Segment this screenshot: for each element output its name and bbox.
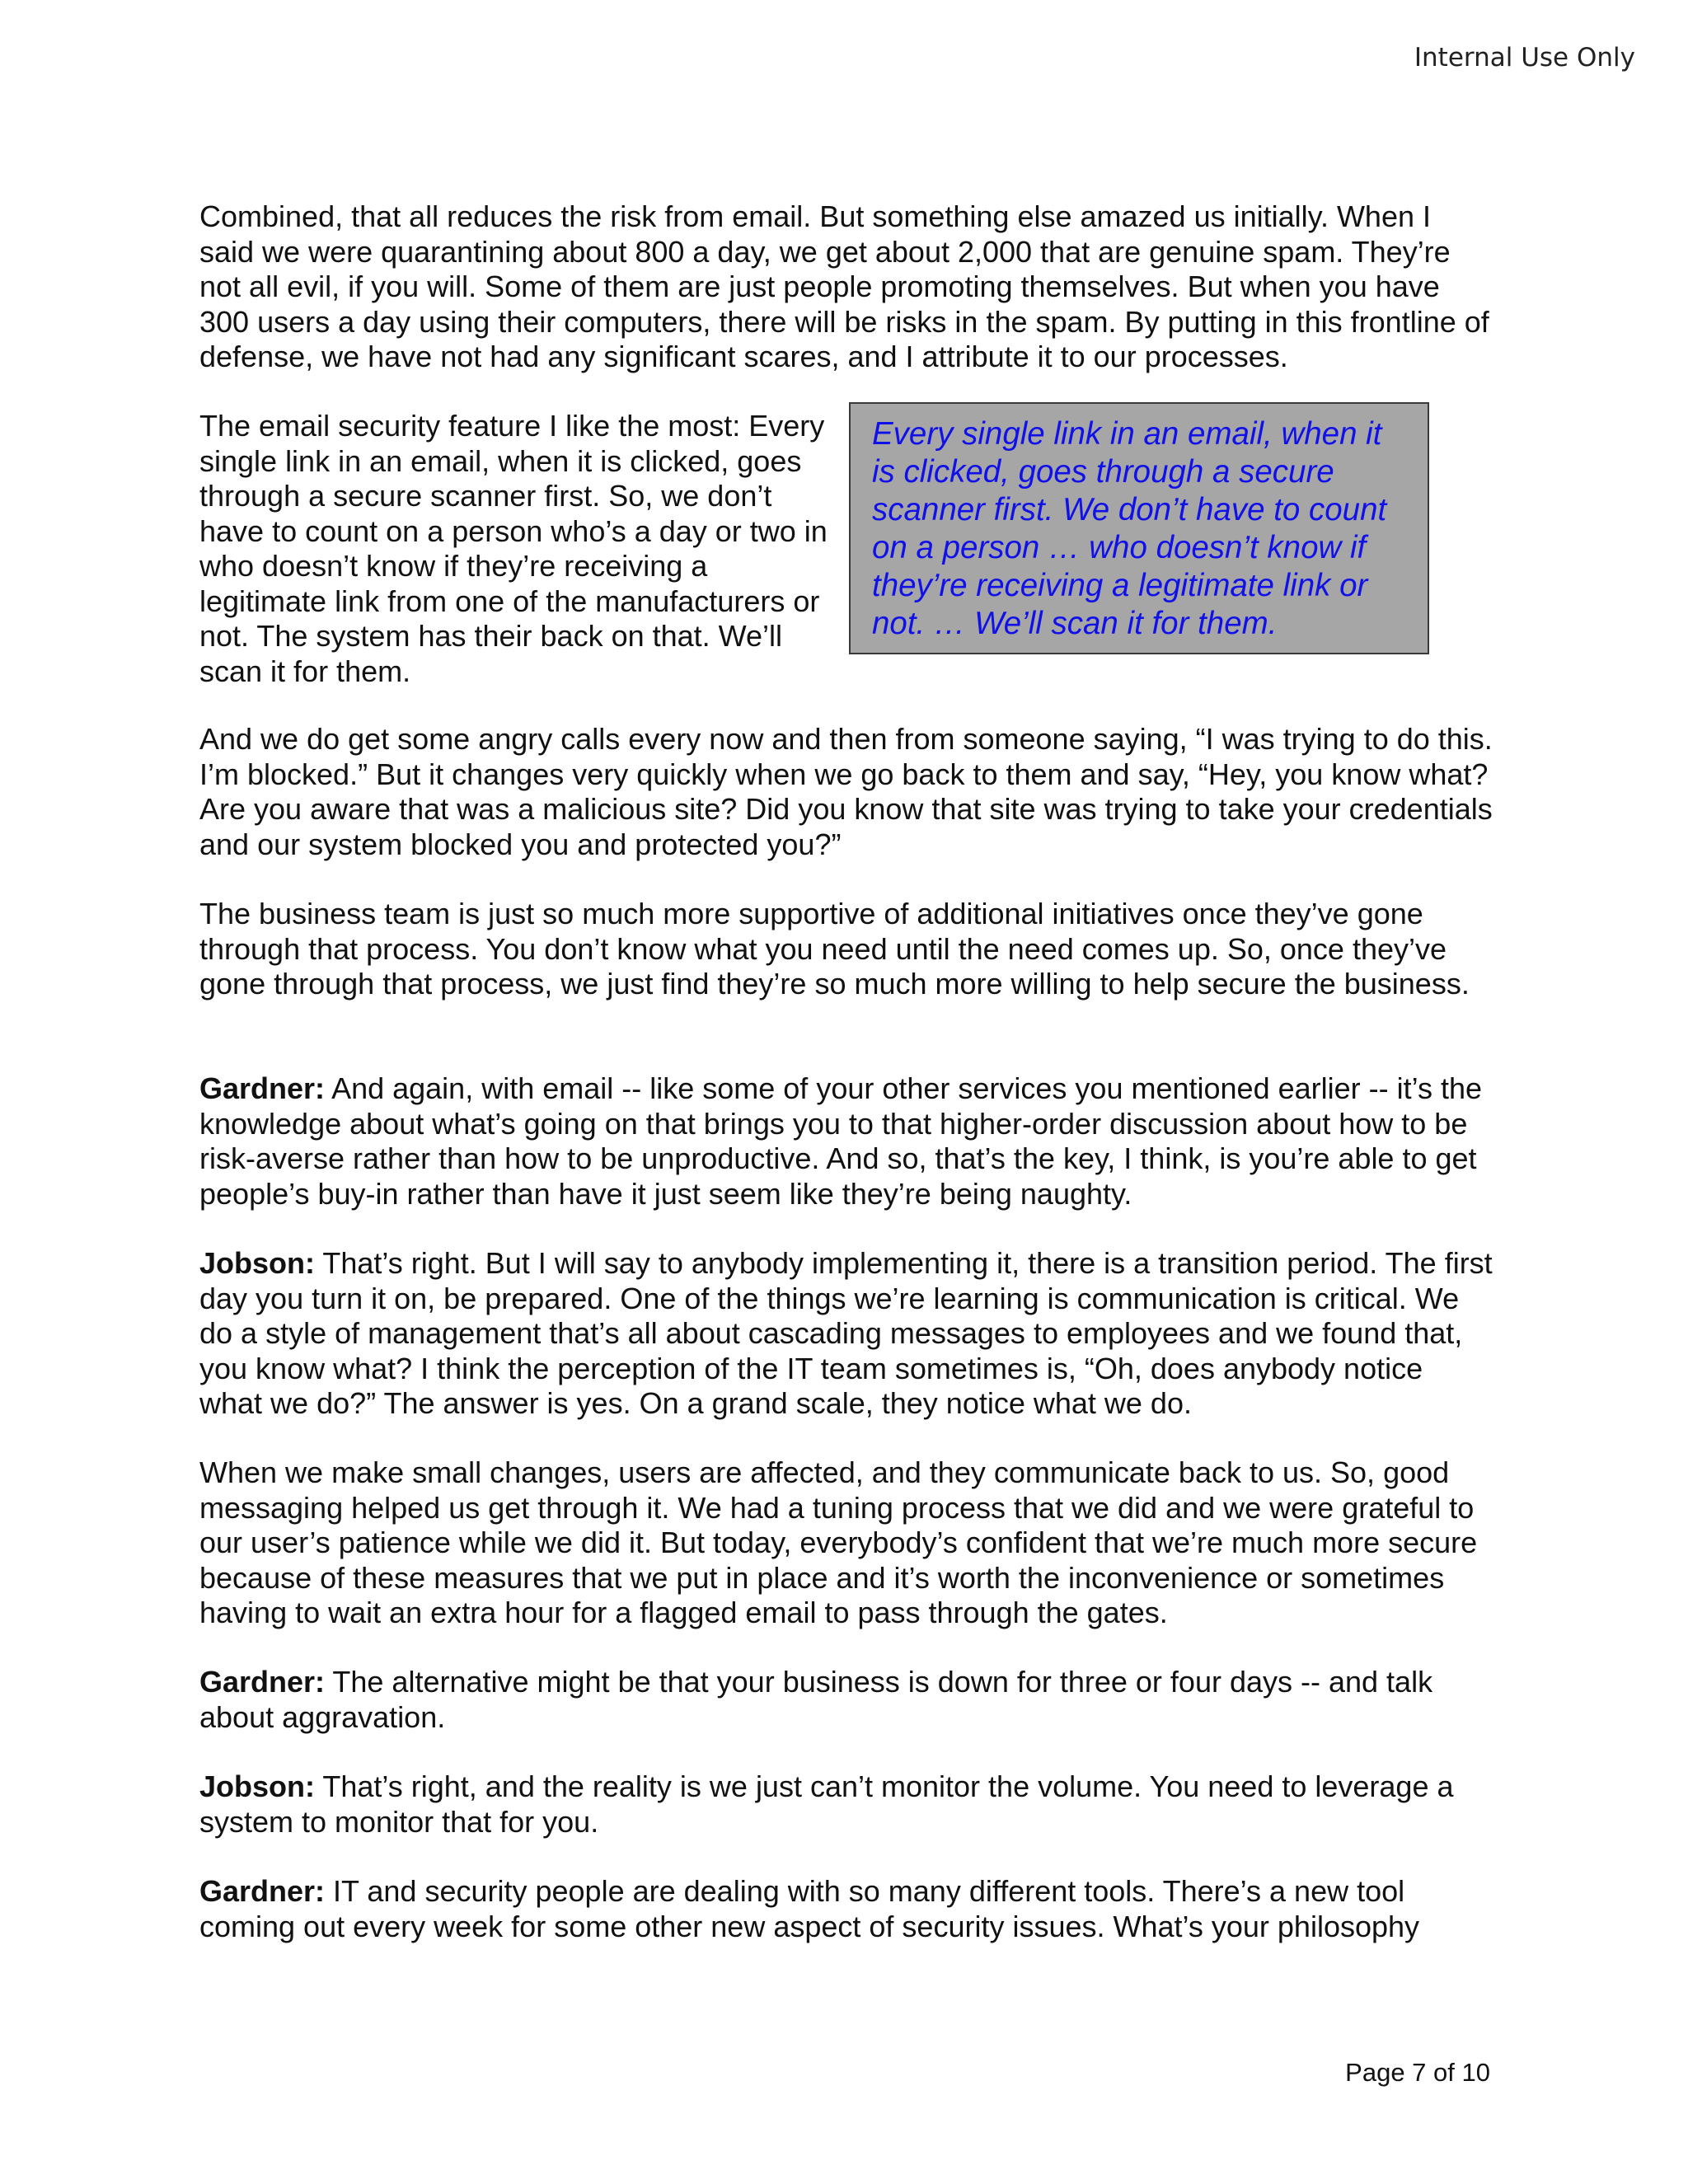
speaker-text: IT and security people are dealing with so many different tools. There’s a new tool coming out every week for some other new aspect of security issues. What’s your philosophy xyxy=(199,1874,1420,1943)
speaker-text: That’s right, and the reality is we just can’t monitor the volume. You need to leverage a system to monitor that for you. xyxy=(199,1769,1454,1839)
page-number: Page 7 of 10 xyxy=(1345,2058,1490,2087)
speaker-name: Gardner: xyxy=(199,1071,326,1105)
paragraph-small-changes: When we make small changes, users are affected, and they communicate back to us. So, good messaging helped us get through it. We had a tuning process that we did and we were grateful to our user’s patience while we did it. But today, everybody’s confident that we’re much more secure because of these measures that we put in place and it’s worth the inconvenience or sometimes having to wait an extra hour for a flagged email to pass through the gates. xyxy=(199,1455,1478,1629)
pull-quote-box xyxy=(849,402,1429,654)
speaker-name: Gardner: xyxy=(199,1665,326,1699)
paragraph-risk-reduction: Combined, that all reduces the risk from email. But something else amazed us initially. When I said we were quarantining about 800 a day, we get about 2,000 that are genuine spam. They’re not all evil, if you will. Some of them are just people promoting themselves. But when you have 300 users a day using their computers, there will be risks in the spam. By putting in this frontline of defense, we have not had any significant scares, and I attribute it to our processes. xyxy=(199,199,1489,373)
paragraph-email-security-feature: The email security feature I like the most: Every single link in an email, when it is clicked, goes through a secure scanner first. So, we don’t have to count on a person who’s a day or two in who doesn’t know if they’re receiving a legitimate link from one of the manufacturers or not. The system has their back on that. We’ll scan it for them. xyxy=(199,409,828,688)
paragraph-jobson-volume xyxy=(199,1769,1493,1840)
speaker-name: Gardner: xyxy=(199,1874,326,1908)
speaker-name: Jobson: xyxy=(199,1769,315,1803)
paragraph-jobson-transition xyxy=(199,1246,1493,1422)
paragraph-gardner-email-knowledge xyxy=(199,1071,1493,1212)
speaker-name: Jobson: xyxy=(199,1246,315,1280)
paragraph-business-team: The business team is just so much more supportive of additional initiatives once they’ve gone through that process. You don’t know what you need until the need comes up. So, once they’ve gone through that process, we just find they’re so much more willing to help secure the business. xyxy=(199,897,1470,1001)
classification-label: Internal Use Only xyxy=(1414,43,1635,73)
paragraph-angry-calls: And we do get some angry calls every now and then from someone saying, “I was trying to do this. I’m blocked.” But it changes very quickly when we go back to them and say, “Hey, you know what? Are you aware that was a malicious site? Did you know that site was trying to take your credentials and our system blocked you and protected you?” xyxy=(199,722,1493,861)
speaker-text: That’s right. But I will say to anybody implementing it, there is a transition period. The first day you turn it on, be prepared. One of the things we’re learning is communication is critical. We do a style of management that’s all about cascading messages to employees and we found that, you know what? I think the perception of the IT team sometimes is, “Oh, does anybody notice what we do?” The answer is yes. On a grand scale, they notice what we do. xyxy=(199,1246,1493,1420)
paragraph-gardner-tools xyxy=(199,1874,1493,1944)
speaker-text: And again, with email -- like some of your other services you mentioned earlier -- it’s the knowledge about what’s going on that brings you to that higher-order discussion about how to be risk-averse rather than how to be unproductive. And so, that’s the key, I think, is you’re able to get people’s buy-in rather than have it just seem like they’re being naughty. xyxy=(199,1071,1483,1211)
paragraph-gardner-alternative xyxy=(199,1665,1493,1735)
pull-quote-text: Every single link in an email, when it is clicked, goes through a secure scanner first. We don’t have to count on a person … who doesn’t know if they’re receiving a legitimate link or not. … We’ll scan it for them. xyxy=(872,416,1387,641)
speaker-text: The alternative might be that your business is down for three or four days -- and talk about aggravation. xyxy=(199,1665,1433,1734)
